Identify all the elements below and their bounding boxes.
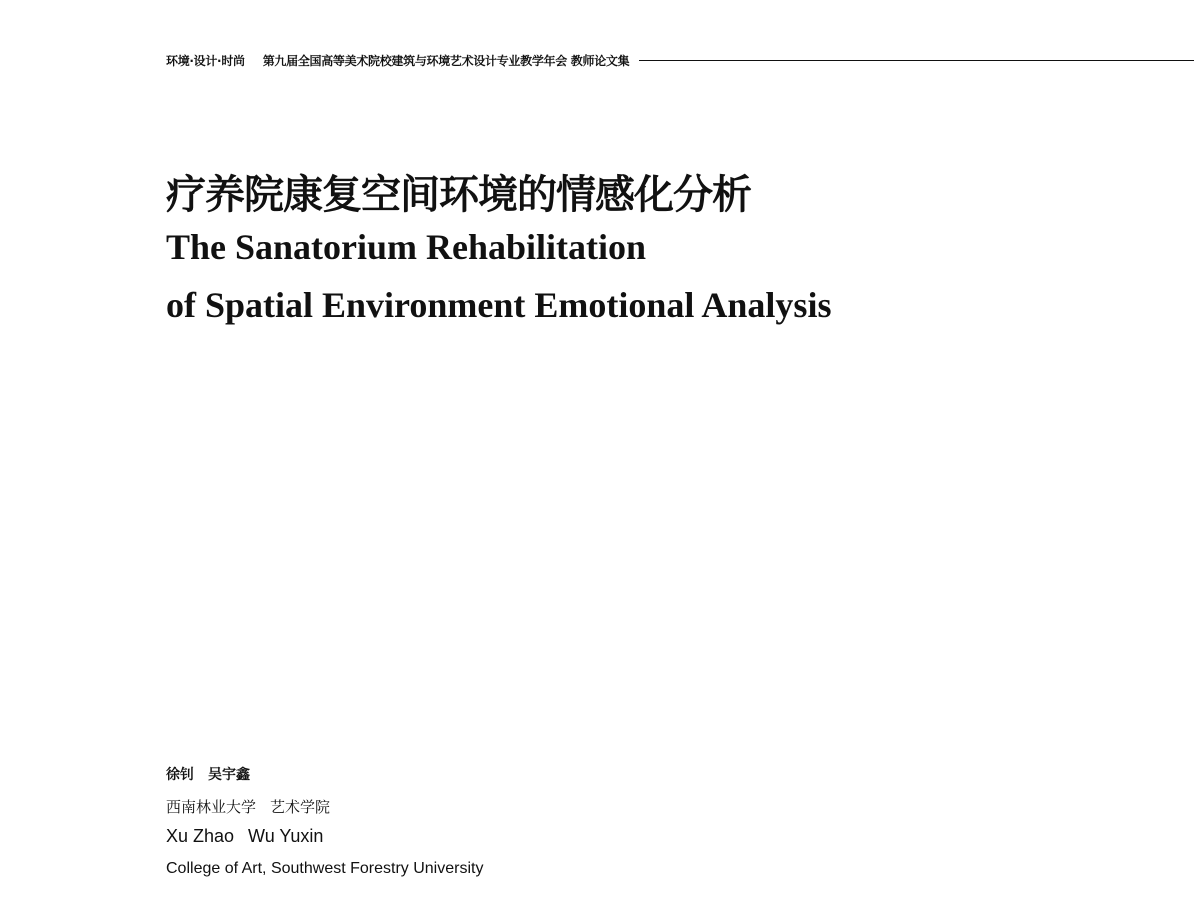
affiliation-english: College of Art, Southwest Forestry University	[166, 860, 484, 877]
title-english-line-2: of Spatial Environment Emotional Analysis	[166, 285, 832, 325]
affiliation-chinese	[166, 796, 330, 817]
title-chinese: 疗养院康复空间环境的情感化分析	[166, 171, 751, 218]
running-header	[166, 50, 1200, 70]
title-english-line-1: The Sanatorium Rehabilitation	[166, 227, 647, 267]
authors-chinese	[166, 764, 250, 784]
author-2-english: Wu Yuxin	[248, 826, 324, 846]
author-1-english: Xu Zhao	[166, 826, 235, 846]
author-2-chinese: 吴宇鑫	[208, 767, 250, 783]
header-series: 环境·设计·时尚	[166, 53, 245, 68]
authors-english	[166, 826, 323, 847]
affiliation-college-chinese: 艺术学院	[270, 798, 331, 816]
header-proceedings: 第九届全国高等美术院校建筑与环境艺术设计专业教学年会 教师论文集	[262, 53, 630, 68]
author-1-chinese: 徐钊	[166, 767, 194, 783]
affiliation-university-chinese: 西南林业大学	[166, 798, 257, 816]
header-rule	[639, 60, 1194, 61]
